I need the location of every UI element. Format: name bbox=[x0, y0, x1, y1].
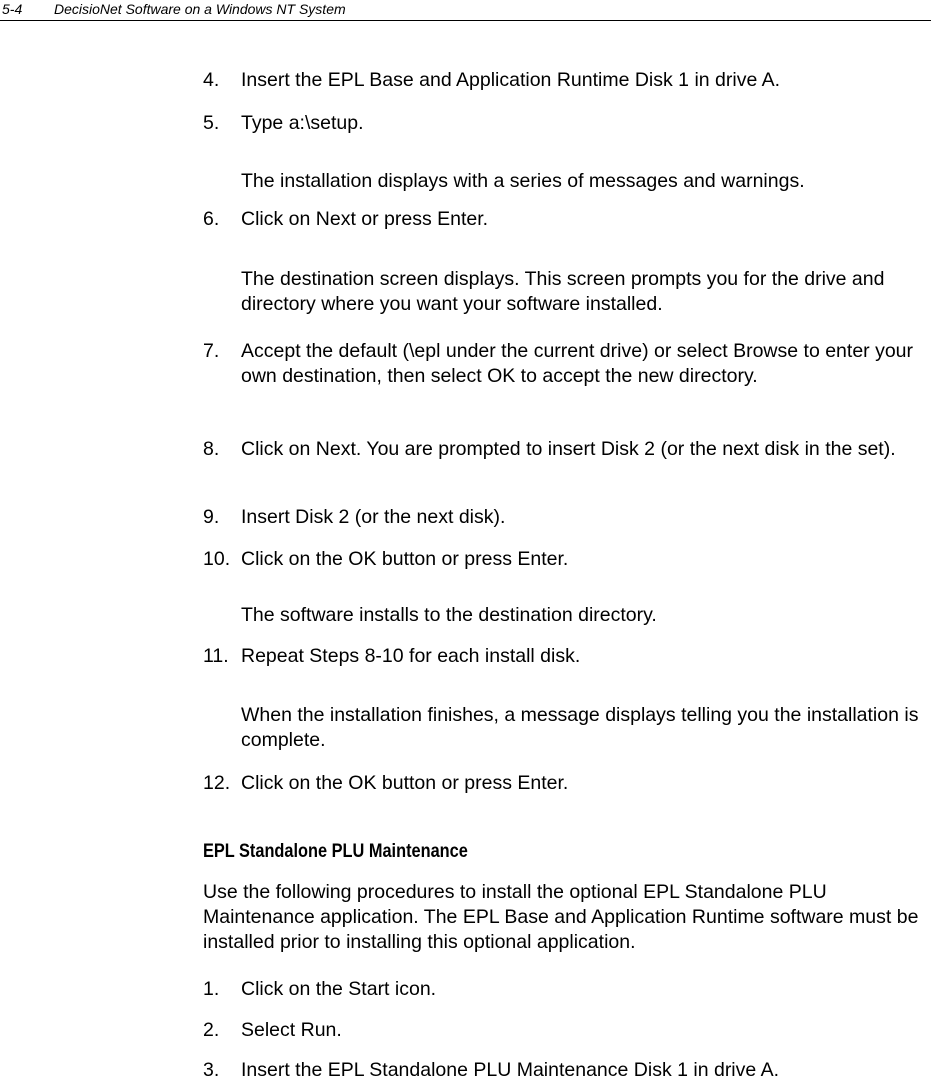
step-number: 12. bbox=[203, 772, 231, 794]
page-number: 5-4 bbox=[2, 1, 23, 17]
step-text: Click on Next or press Enter. bbox=[241, 208, 489, 230]
step-text: Insert the EPL Standalone PLU Maintenance Disk 1 in drive A. bbox=[241, 1059, 780, 1081]
step-note: The installation displays with a series of messages and warnings. bbox=[241, 170, 805, 192]
step-text: Click on the OK button or press Enter. bbox=[241, 772, 569, 794]
step-number: 6. bbox=[203, 208, 220, 230]
section-intro: Use the following procedures to install the optional EPL Standalone PLU Maintenance application. The EPL Base and Application Runtime software must be installed prior to installing this optional application. bbox=[203, 881, 919, 953]
step-text: Repeat Steps 8-10 for each install disk. bbox=[241, 645, 581, 667]
step-number: 10. bbox=[203, 548, 231, 570]
page-header bbox=[0, 0, 931, 21]
step-number: 8. bbox=[203, 438, 220, 460]
step-text: Click on the Start icon. bbox=[241, 978, 437, 1000]
step-text: Click on Next. You are prompted to insert Disk 2 (or the next disk in the set). bbox=[241, 438, 896, 460]
section-heading: EPL Standalone PLU Maintenance bbox=[203, 841, 468, 862]
step-number: 7. bbox=[203, 340, 220, 362]
step-text: Type a:\setup. bbox=[241, 112, 364, 134]
step-number: 3. bbox=[203, 1059, 220, 1081]
step-number: 11. bbox=[203, 645, 229, 667]
step-text: Click on the OK button or press Enter. bbox=[241, 548, 569, 570]
step-text: Insert the EPL Base and Application Runtime Disk 1 in drive A. bbox=[241, 69, 781, 91]
step-number: 9. bbox=[203, 506, 220, 528]
step-note: The destination screen displays. This screen prompts you for the drive and directory where you want your software installed. bbox=[241, 268, 885, 315]
step-number: 2. bbox=[203, 1019, 220, 1041]
step-number: 4. bbox=[203, 69, 220, 91]
step-text: Select Run. bbox=[241, 1019, 342, 1041]
step-number: 5. bbox=[203, 112, 220, 134]
step-note: When the installation finishes, a message displays telling you the installation is complete. bbox=[241, 704, 919, 751]
step-number: 1. bbox=[203, 978, 220, 1000]
step-text: Accept the default (\epl under the current drive) or select Browse to enter your own destination, then select OK to accept the new directory. bbox=[241, 340, 914, 387]
step-note: The software installs to the destination directory. bbox=[241, 604, 657, 626]
running-title: DecisioNet Software on a Windows NT System bbox=[54, 1, 346, 17]
step-text: Insert Disk 2 (or the next disk). bbox=[241, 506, 506, 528]
